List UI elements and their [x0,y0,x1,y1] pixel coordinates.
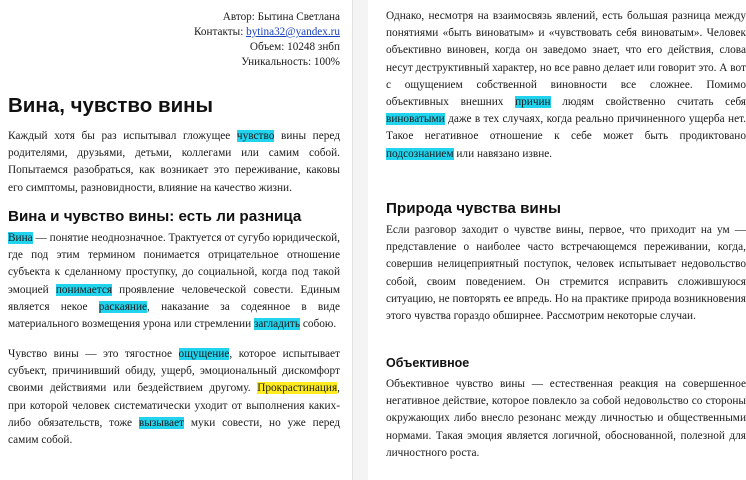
highlight: вызывает [138,416,185,429]
paragraph: Чувство вины — это тягостное ощущение, которое испытывает субъект, причинивший обиду, ущерб, эмоциональный дискомфорт своими действиями или бездействием другому. Прокрастинация, при которой человек систематически уходит от выполнения каких-либо обязательств, тоже вызывает муки совести, но уже перед самим собой. [8,348,340,447]
highlight: загладить [253,318,301,331]
contacts-line [194,25,340,40]
paragraph: Объективное чувство вины — естественная реакция на совершенное негативное действие, которое повлекло за собой недовольство со стороны окружающих либо внесло резонанс между личностью и общественными нормами. Такая эмоция является логичной, обоснованной, полезной для личностного роста. [386,378,746,459]
paragraph: Вина — понятие неоднозначное. Трактуется от сугубо юридической, где под этим термином понимается отрицательное отношение субъекта к сделанному проступку, до социальной, когда под такой эмоцией понимается проявление человеческой совести. Единым является некое раскаяние, наказание за содеянное в виде материального возмещения урона или стремлении загладить собою. [8,232,341,331]
author-line: Автор: Бытина Светлана [222,11,340,23]
right-page [368,0,746,480]
highlight: раскаяние [98,300,148,313]
highlight: чувство [236,130,275,142]
volume-line: Объем: 10248 знбп [249,41,340,53]
uniqueness-line: Уникальность: 100% [241,56,340,68]
section-title: Вина и чувство вины: есть ли разница [8,208,302,225]
left-page [0,0,352,480]
subsection-title: Объективное [386,356,470,370]
email-link[interactable]: bytina32@yandex.ru [246,26,340,38]
highlight-yellow: Прокрастинация [257,382,338,395]
page-title: Вина, чувство вины [8,94,214,117]
intro-paragraph: Каждый хотя бы раз испытывал гложущее чувство вины перед родителями, друзьями, детьми, коллегами или самим собой. Попытаемся разобраться, как возникает это переживание, каковы его симптомы, разновидности, влияние на качество жизни. [8,130,340,194]
highlight: виноватыми [386,113,445,126]
document-meta [194,10,340,70]
contacts-label: Контакты: [194,26,244,38]
highlight: подсознанием [386,147,454,160]
highlight: ощущение [178,348,230,360]
paragraph: Если разговор заходит о чувстве вины, первое, что приходит на ум — представление о наиболее часто встречающемся переживании, когда, совершив нелицеприятный поступок, человек испытывает недовольство собой, своим поведением. Он стремится исправить сложившуюся ситуацию, не повторять ее впредь. Но на практике природа возникновения этого чувства гораздо обширнее. Рассмотрим некоторые случаи. [386,224,746,323]
highlight: Вина [8,232,33,244]
highlight: понимается [55,283,113,296]
highlight: причин [515,96,551,109]
section-title: Природа чувства вины [386,200,561,217]
paragraph: Однако, несмотря на взаимосвязь явлений, есть большая разница между понятиями «быть виноватым» и «чувствовать себя виноватым». Человек объективно виновен, когда он заведомо знает, что его действия, слова несут деструктивный характер, но все равно делает или говорит это. А вот с ощущением собственной виновности все сложнее. Помимо объективных внешних причин людям свойственно считать себя виноватыми даже в тех случаях, когда реально причиненного ущерба нет. Такое негативное отношение к себе может быть продиктовано подсознанием или навязано извне. [386,10,746,160]
